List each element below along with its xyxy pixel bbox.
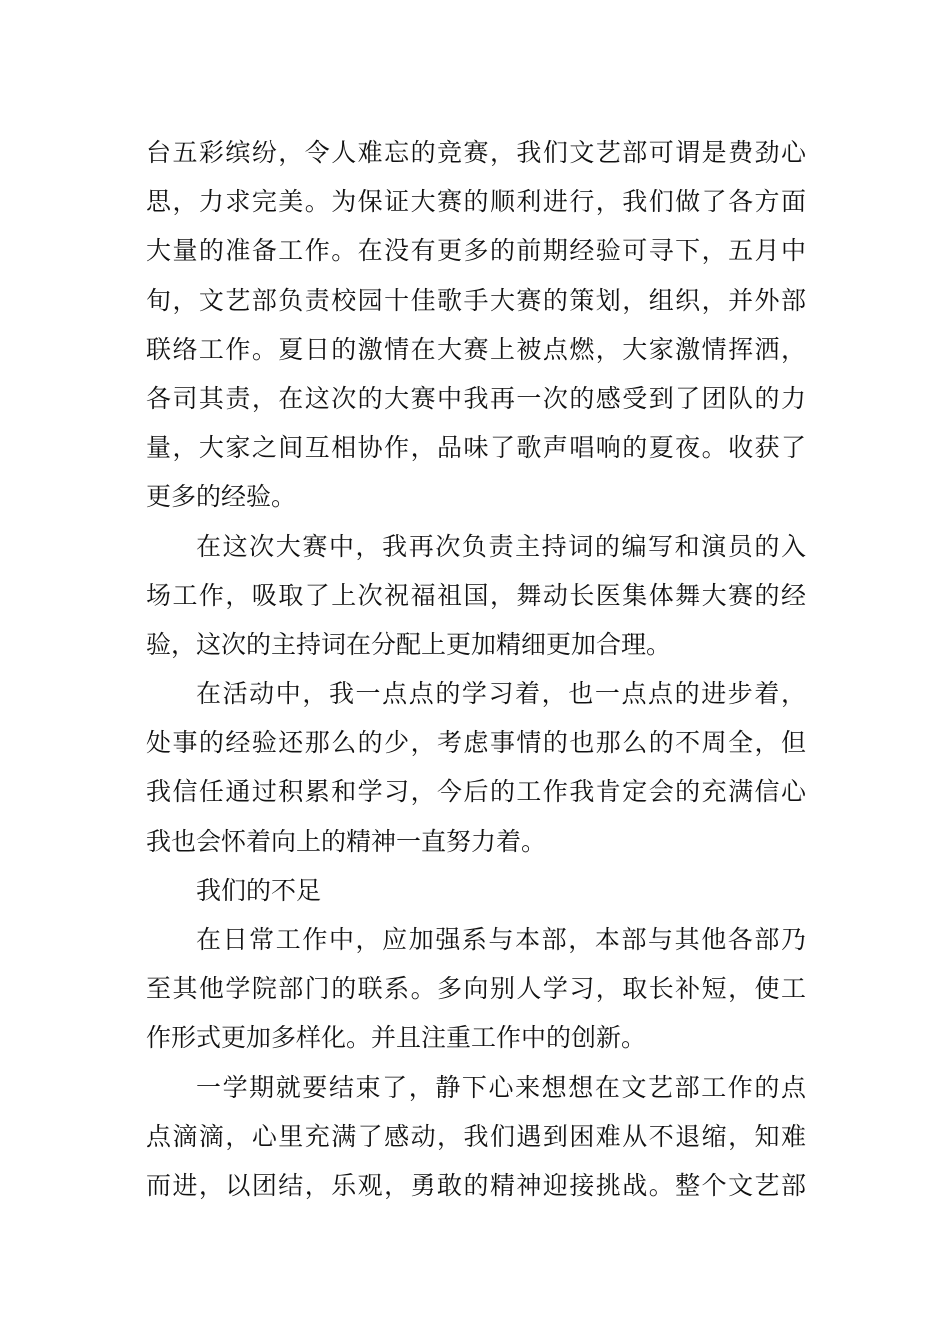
- text-line: 各司其责，在这次的大赛中我再一次的感受到了团队的力: [146, 383, 806, 413]
- text-line: 一学期就要结束了，静下心来想想在文艺部工作的点: [196, 1072, 806, 1102]
- text-line: 处事的经验还那么的少，考虑事情的也那么的不周全，但: [146, 728, 806, 758]
- text-line: 验，这次的主持词在分配上更加精细更加合理。: [146, 629, 672, 659]
- text-line: 在日常工作中，应加强系与本部，本部与其他各部乃: [196, 925, 806, 954]
- text-line: 而进，以团结，乐观，勇敢的精神迎接挑战。整个文艺部: [146, 1170, 806, 1200]
- text-line: 至其他学院部门的联系。多向别人学习，取长补短，使工: [146, 974, 806, 1004]
- document-body: [146, 128, 806, 1210]
- paragraph: [146, 1063, 806, 1211]
- text-line: 我也会怀着向上的精神一直努力着。: [146, 826, 547, 856]
- text-line: 我信任通过积累和学习，今后的工作我肯定会的充满信心: [146, 777, 806, 807]
- text-line: 大量的准备工作。在没有更多的前期经验可寻下，五月中: [146, 236, 806, 266]
- paragraph: [146, 915, 806, 1063]
- text-line: 旬，文艺部负责校园十佳歌手大赛的策划，组织，并外部: [146, 285, 806, 315]
- text-line: 点滴滴，心里充满了感动，我们遇到困难从不退缩，知难: [146, 1121, 806, 1151]
- text-line: 量，大家之间互相协作，品味了歌声唱响的夏夜。收获了: [146, 433, 806, 463]
- text-line: 联络工作。夏日的激情在大赛上被点燃，大家激情挥洒，: [146, 334, 806, 364]
- heading-text: 我们的不足: [196, 875, 322, 905]
- text-line: 在这次大赛中，我再次负责主持词的编写和演员的入: [196, 531, 806, 561]
- text-line: 更多的经验。: [146, 482, 297, 512]
- text-line: 台五彩缤纷，令人难忘的竞赛，我们文艺部可谓是费劲心: [146, 138, 806, 167]
- paragraph: [146, 522, 806, 670]
- paragraph: [146, 669, 806, 866]
- section-heading: [146, 866, 806, 915]
- paragraph: [146, 128, 806, 522]
- text-line: 在活动中，我一点点的学习着，也一点点的进步着，: [196, 679, 806, 709]
- text-line: 作形式更加多样化。并且注重工作中的创新。: [146, 1023, 647, 1053]
- text-line: 思，力求完美。为保证大赛的顺利进行，我们做了各方面: [146, 187, 806, 217]
- text-line: 场工作，吸取了上次祝福祖国，舞动长医集体舞大赛的经: [146, 580, 806, 610]
